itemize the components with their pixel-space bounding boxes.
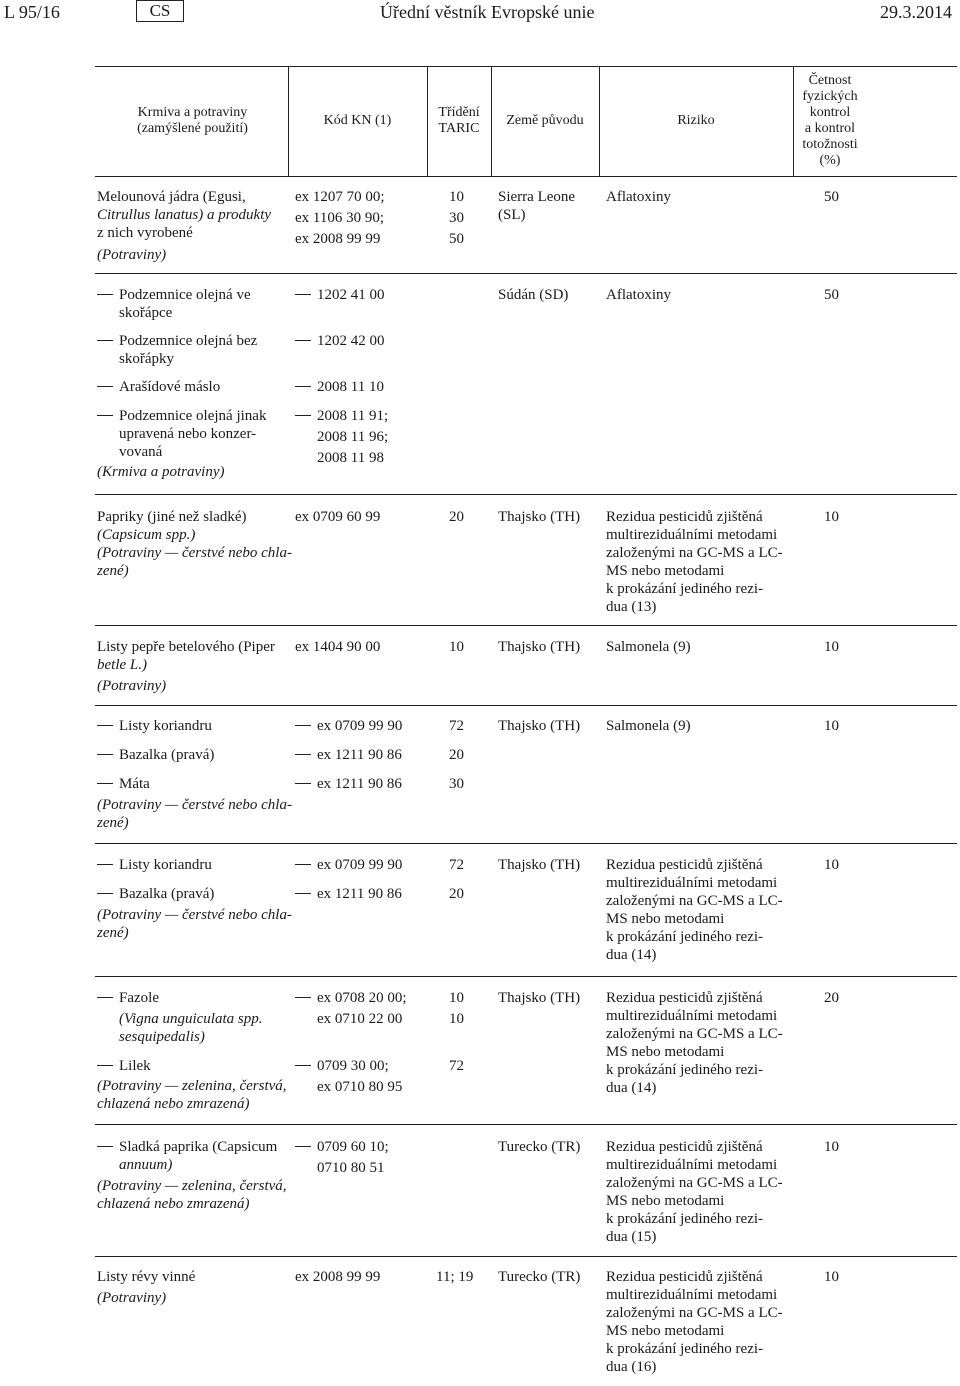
row-9-cn: ex 2008 99 99: [295, 1269, 381, 1285]
row-separator: [95, 1256, 957, 1257]
row-4-cn: ex 1404 90 00: [295, 639, 381, 655]
page-header: [0, 0, 960, 30]
row-5-feed: Listy koriandru Bazalka (pravá) Máta (Potraviny — čerstvé nebo chla- zené): [97, 718, 292, 831]
row-6-taric: 72 20: [449, 857, 464, 902]
row-1-feed: Melounová jádra (Egusi, Citrullus lanatus) a produkty z nich vyrobené (Potraviny): [97, 189, 272, 263]
language-badge: CS: [136, 0, 184, 22]
row-8-origin: Turecko (TR): [498, 1139, 581, 1155]
row-7-taric: 10 10 72: [449, 990, 464, 1074]
row-separator: [95, 843, 957, 844]
row-5-freq: 10: [824, 718, 839, 734]
journal-title: Úřední věstník Evropské unie: [380, 2, 595, 22]
row-1-taric: 10 30 50: [449, 189, 464, 247]
row-3-origin: Thajsko (TH): [498, 509, 581, 525]
row-separator: [95, 494, 957, 495]
row-separator: [95, 976, 957, 977]
row-3-freq: 10: [824, 509, 839, 525]
row-1-origin: Sierra Leone (SL): [498, 189, 576, 223]
row-9-taric: 11; 19: [436, 1269, 474, 1285]
table-header-rule: [95, 176, 957, 177]
col-header-hazard: Riziko: [677, 113, 715, 128]
row-3-hazard: Rezidua pesticidů zjištěná multireziduálními metodami založenými na GC-MS a LC- MS nebo metodami k prokázání jediného rezi- dua (13): [606, 509, 783, 615]
journal-date: 29.3.2014: [880, 2, 952, 22]
row-separator: [95, 1124, 957, 1125]
row-6-feed: Listy koriandru Bazalka (pravá) (Potraviny — čerstvé nebo chla- zené): [97, 857, 292, 941]
row-3-taric: 20: [449, 509, 464, 525]
row-2-feed: Podzemnice olejná ve skořápce Podzemnice olejná bez skořápky Arašídové máslo Podzemnice olejná jinak upravená nebo konzer- vovaná (Krmiva a potraviny): [97, 287, 267, 480]
col-header-taric: Třídění TARIC: [438, 105, 480, 136]
row-6-hazard: Rezidua pesticidů zjištěná multireziduálními metodami založenými na GC-MS a LC- MS nebo metodami k prokázání jediného rezi- dua (14): [606, 857, 783, 963]
row-5-origin: Thajsko (TH): [498, 718, 581, 734]
row-5-hazard: Salmonela (9): [606, 718, 691, 734]
row-8-cn: 0709 60 10; 0710 80 51: [295, 1138, 389, 1177]
row-9-hazard: Rezidua pesticidů zjištěná multireziduálními metodami založenými na GC-MS a LC- MS nebo metodami k prokázání jediného rezi- dua (16): [606, 1269, 783, 1375]
col-header-feed: Krmiva a potraviny (zamýšlené použití): [137, 105, 248, 136]
row-7-origin: Thajsko (TH): [498, 990, 581, 1006]
row-8-hazard: Rezidua pesticidů zjištěná multireziduálními metodami založenými na GC-MS a LC- MS nebo metodami k prokázání jediného rezi- dua (15): [606, 1139, 783, 1245]
row-4-freq: 10: [824, 639, 839, 655]
row-2-hazard: Aflatoxiny: [606, 287, 671, 303]
row-3-cn: ex 0709 60 99: [295, 509, 381, 525]
row-1-cn: ex 1207 70 00; ex 1106 30 90; ex 2008 99 99: [295, 189, 385, 247]
row-3-feed: Papriky (jiné než sladké) (Capsicum spp.) (Potraviny — čerstvé nebo chla- zené): [97, 509, 292, 579]
row-4-taric: 10: [449, 639, 464, 655]
row-6-freq: 10: [824, 857, 839, 873]
row-1-freq: 50: [824, 189, 839, 205]
row-9-origin: Turecko (TR): [498, 1269, 581, 1285]
row-7-hazard: Rezidua pesticidů zjištěná multireziduálními metodami založenými na GC-MS a LC- MS nebo metodami k prokázání jediného rezi- dua (14): [606, 990, 783, 1096]
row-7-freq: 20: [824, 990, 839, 1006]
col-header-cn: Kód KN (1): [323, 113, 392, 128]
row-9-feed: Listy révy vinné (Potraviny): [97, 1269, 196, 1306]
row-5-taric: 72 20 30: [449, 718, 464, 792]
row-5-cn: ex 0709 99 90 ex 1211 90 86 ex 1211 90 86: [295, 717, 402, 793]
row-2-origin: Súdán (SD): [498, 287, 569, 303]
row-separator: [95, 625, 957, 626]
row-8-freq: 10: [824, 1139, 839, 1155]
row-8-feed: Sladká paprika (Capsicum annuum) (Potraviny — zelenina, čerstvá, chlazená nebo zmrazená): [97, 1139, 287, 1212]
row-6-cn: ex 0709 99 90 ex 1211 90 86: [295, 856, 402, 903]
row-4-origin: Thajsko (TH): [498, 639, 581, 655]
row-6-origin: Thajsko (TH): [498, 857, 581, 873]
col-header-origin: Země původu: [506, 113, 584, 128]
row-2-freq: 50: [824, 287, 839, 303]
row-4-feed: Listy pepře betelového (Piper betle L.) (Potraviny): [97, 639, 275, 694]
row-2-cn: 1202 41 00 1202 42 00 2008 11 10 2008 11 91; 2008 11 96; 2008 11 98: [295, 286, 388, 467]
row-7-cn: ex 0708 20 00; ex 0710 22 00 0709 30 00; ex 0710 80 95: [295, 989, 407, 1096]
row-separator: [95, 705, 957, 706]
page-number: L 95/16: [4, 2, 60, 22]
row-7-feed: Fazole (Vigna unguiculata spp. sesquipedalis) Lilek (Potraviny — zelenina, čerstvá, chlazená nebo zmrazená): [97, 990, 287, 1112]
row-9-freq: 10: [824, 1269, 839, 1285]
col-header-freq: Četnost fyzických kontrol a kontrol totožnosti (%): [802, 73, 858, 168]
col-divider: [288, 66, 289, 176]
row-4-hazard: Salmonela (9): [606, 639, 691, 655]
row-separator: [95, 273, 957, 274]
row-1-hazard: Aflatoxiny: [606, 189, 671, 205]
